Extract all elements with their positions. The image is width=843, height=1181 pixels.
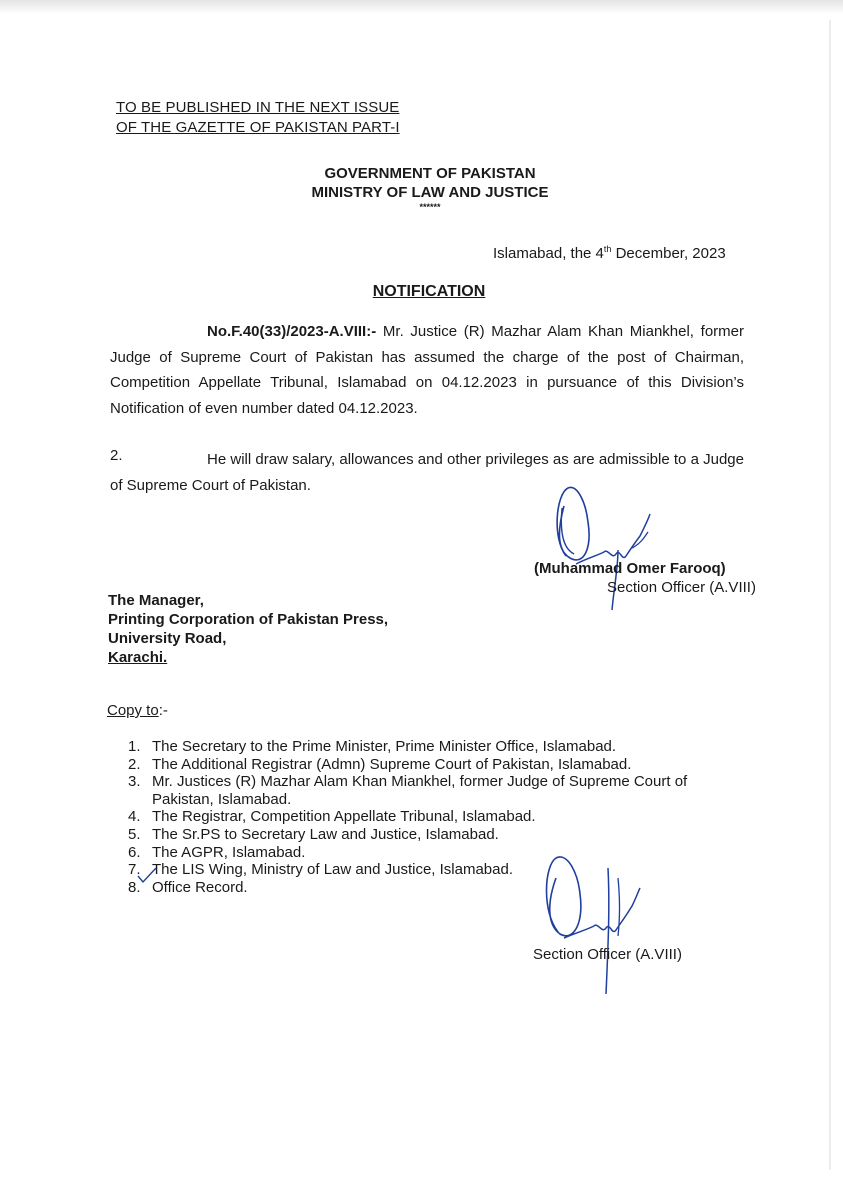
heading-stars: ****** (419, 202, 441, 212)
list-item-number: 7. (128, 861, 141, 879)
copy-to-word: Copy to (107, 702, 159, 719)
list-item-text: The Secretary to the Prime Minister, Prime Minister Office, Islamabad. (152, 738, 617, 755)
list-item-number: 5. (128, 825, 141, 843)
dateline-prefix: Islamabad, the 4 (493, 245, 604, 262)
list-item-text: Mr. Justices (R) Mazhar Alam Khan Miankhel, former Judge of Supreme Court of Pakistan, Islamabad. (152, 773, 688, 808)
list-item-number: 8. (128, 878, 141, 896)
ministry-heading: MINISTRY OF LAW AND JUSTICE (311, 184, 549, 201)
file-reference: No.F.40(33)/2023-A.VIII:- (207, 323, 377, 340)
list-item-text: The Registrar, Competition Appellate Tribunal, Islamabad. (152, 808, 536, 826)
gazette-note-line2: OF THE GAZETTE OF PAKISTAN PART-I (116, 119, 400, 136)
list-item-number: 1. (128, 738, 141, 755)
paragraph-2-text: He will draw salary, allowances and other privileges as are admissible to a Judge of Supreme Court of Pakistan. (110, 451, 744, 494)
government-heading: GOVERNMENT OF PAKISTAN (324, 165, 536, 182)
list-item-text: The Additional Registrar (Admn) Supreme Court of Pakistan, Islamabad. (152, 755, 632, 773)
paragraph-2-number: 2. (110, 447, 123, 464)
list-item-number: 4. (128, 808, 141, 826)
signatory-designation: Section Officer (A.VIII) (607, 579, 756, 596)
gazette-note-line1: TO BE PUBLISHED IN THE NEXT ISSUE (116, 99, 400, 116)
dateline (493, 244, 726, 262)
list-item (128, 826, 748, 844)
list-item (128, 756, 748, 774)
list-item-text: Office Record. (152, 878, 248, 896)
list-item-number: 2. (128, 755, 141, 773)
copy-to-suffix: :- (158, 702, 168, 719)
addressee-line1: The Manager, (108, 592, 204, 609)
addressee-line4: Karachi. (108, 649, 168, 666)
notification-title: NOTIFICATION (372, 283, 486, 300)
list-item-number: 6. (128, 843, 141, 861)
list-item (128, 808, 748, 826)
list-item-text: The LIS Wing, Ministry of Law and Justice, Islamabad. (152, 861, 513, 879)
addressee-line3: University Road, (108, 630, 227, 647)
signature-icon (548, 478, 668, 618)
list-item (128, 773, 748, 808)
addressee-line2: Printing Corporation of Pakistan Press, (108, 611, 389, 628)
dateline-sup: th (603, 244, 612, 254)
list-item (128, 738, 748, 756)
paragraph-1-text: Mr. Justice (R) Mazhar Alam Khan Miankhel, former Judge of Supreme Court of Pakistan has assumed the charge of the post of Chairman, Competition Appellate Tribunal, Islamabad on 04.12.2023 in pursuance of this Division’s Notification of even number dated 04.12.2023. (110, 323, 744, 417)
list-item-text: The AGPR, Islamabad. (152, 843, 306, 861)
scan-top-edge (0, 0, 843, 14)
copy-signatory-designation: Section Officer (A.VIII) (533, 946, 682, 963)
tick-mark-icon (136, 866, 158, 884)
copy-to-label (107, 702, 168, 719)
signature-icon (538, 848, 658, 998)
dateline-suffix: December, 2023 (611, 245, 726, 262)
signatory-name: (Muhammad Omer Farooq) (534, 560, 726, 577)
list-item-number: 3. (128, 773, 141, 791)
list-item-text: The Sr.PS to Secretary Law and Justice, Islamabad. (152, 825, 499, 843)
paragraph-1 (110, 319, 744, 421)
